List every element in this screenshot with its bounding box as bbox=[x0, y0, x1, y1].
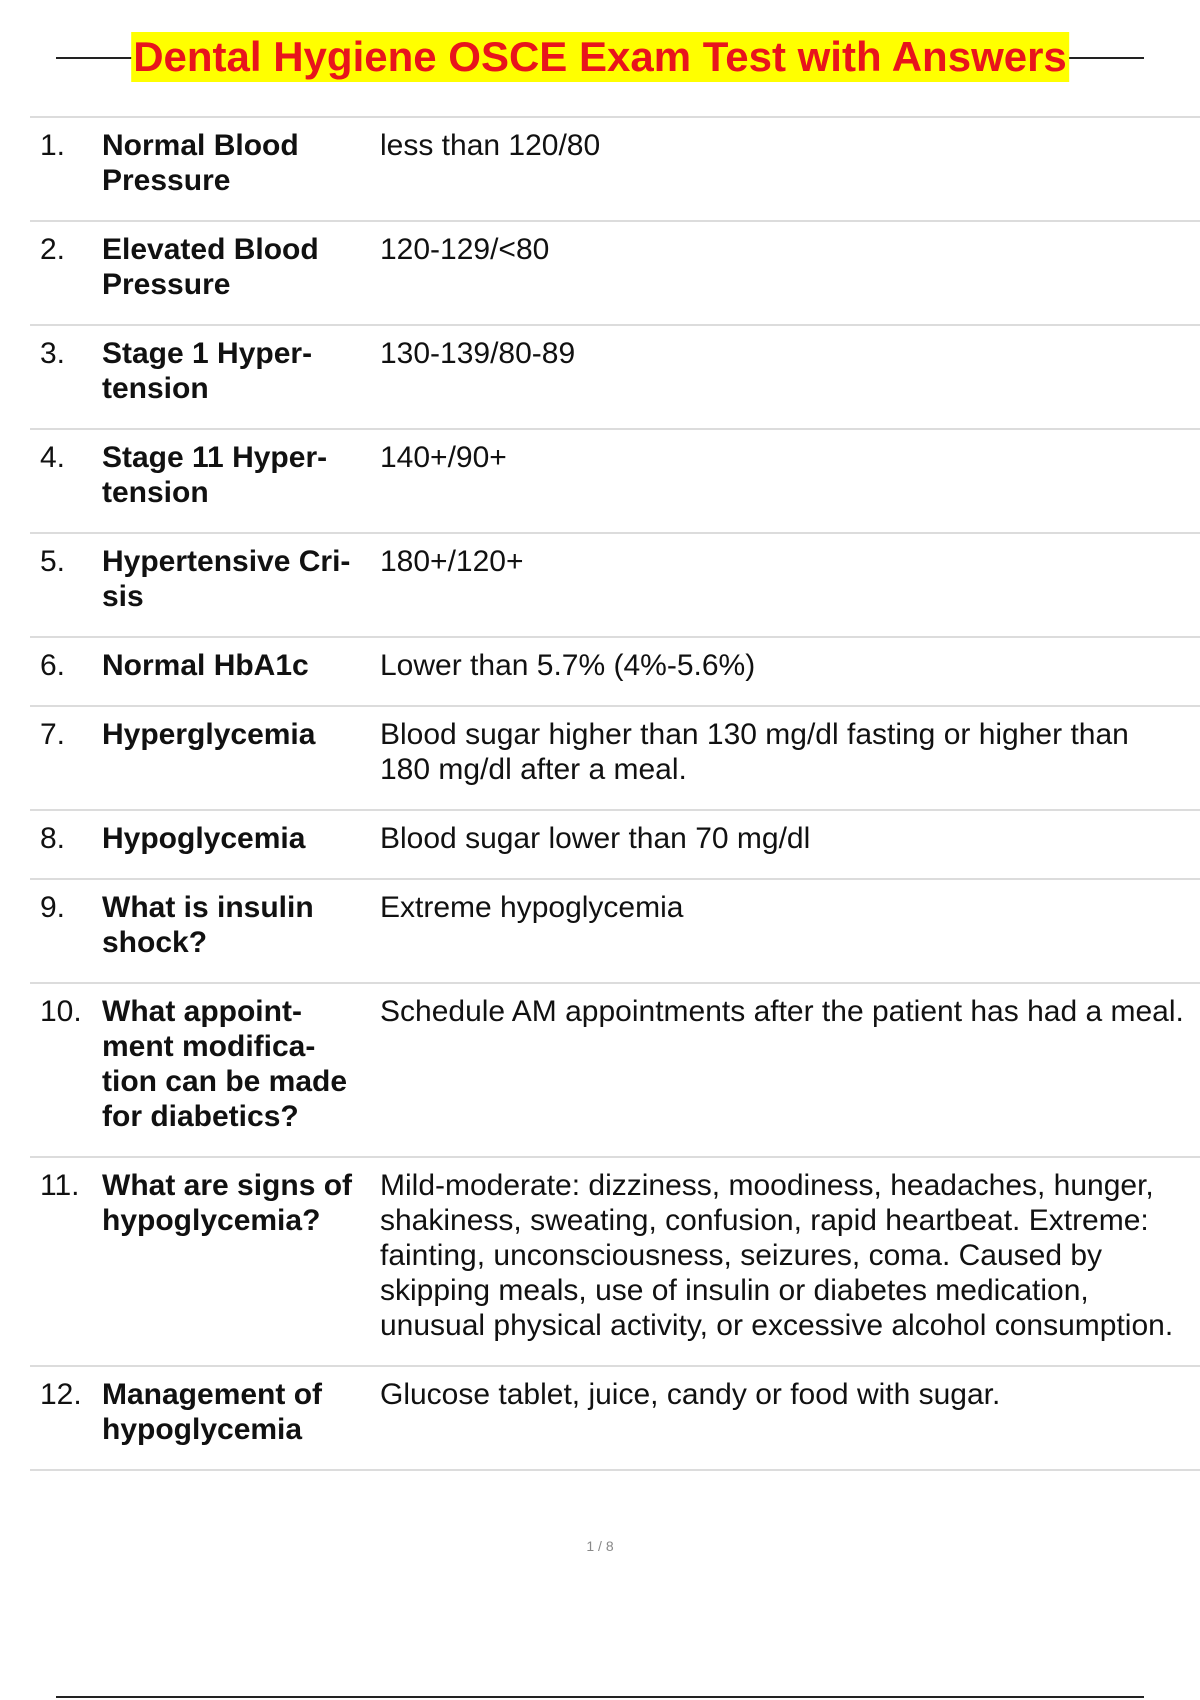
item-number: 10. bbox=[40, 995, 82, 1028]
item-term: Hypertensive Cri-sis bbox=[102, 545, 351, 613]
item-answer: Extreme hypoglycemia bbox=[380, 891, 684, 924]
item-number: 9. bbox=[40, 891, 66, 924]
table-row bbox=[30, 117, 1200, 221]
item-term: What appoint-ment modifica-tion can be made for diabetics? bbox=[102, 995, 348, 1133]
table-row bbox=[30, 706, 1200, 810]
item-answer: less than 120/80 bbox=[380, 129, 601, 162]
item-term: What is insulin shock? bbox=[102, 891, 314, 959]
table-row bbox=[30, 810, 1200, 879]
item-term: What are signs of hypoglycemia? bbox=[102, 1169, 353, 1237]
table-row bbox=[30, 221, 1200, 325]
table-row bbox=[30, 429, 1200, 533]
table-row bbox=[30, 1157, 1200, 1366]
item-number: 8. bbox=[40, 822, 66, 855]
table-row bbox=[30, 879, 1200, 983]
item-term: Management of hypoglycemia bbox=[102, 1378, 323, 1446]
item-answer: Lower than 5.7% (4%-5.6%) bbox=[380, 649, 756, 682]
item-number: 5. bbox=[40, 545, 66, 578]
item-answer: 140+/90+ bbox=[380, 441, 507, 474]
page-indicator: 1 / 8 bbox=[586, 1538, 614, 1554]
item-answer: Glucose tablet, juice, candy or food with sugar. bbox=[380, 1378, 1001, 1411]
item-number: 2. bbox=[40, 233, 66, 266]
item-number: 12. bbox=[40, 1378, 82, 1411]
item-number: 4. bbox=[40, 441, 66, 474]
item-answer: 180+/120+ bbox=[380, 545, 524, 578]
table-row bbox=[30, 533, 1200, 637]
item-number: 1. bbox=[40, 129, 66, 162]
document-title: Dental Hygiene OSCE Exam Test with Answers bbox=[133, 33, 1067, 80]
item-number: 7. bbox=[40, 718, 66, 751]
item-term: Stage 1 Hyper-tension bbox=[102, 337, 313, 405]
item-term: Normal Blood Pressure bbox=[102, 129, 299, 197]
qa-table bbox=[30, 116, 1200, 1471]
table-row bbox=[30, 637, 1200, 706]
item-term: Normal HbA1c bbox=[102, 649, 309, 682]
item-answer: Schedule AM appointments after the patient has had a meal. bbox=[380, 995, 1184, 1028]
title-block bbox=[56, 28, 1144, 88]
item-answer: Blood sugar higher than 130 mg/dl fasting or higher than 180 mg/dl after a meal. bbox=[380, 718, 1129, 786]
item-number: 6. bbox=[40, 649, 66, 682]
item-answer: 120-129/<80 bbox=[380, 233, 550, 266]
item-term: Hypoglycemia bbox=[102, 822, 306, 855]
item-number: 3. bbox=[40, 337, 66, 370]
item-term: Elevated Blood Pressure bbox=[102, 233, 319, 301]
item-term: Hyperglycemia bbox=[102, 718, 316, 751]
bottom-rule bbox=[56, 1696, 1144, 1698]
table-row bbox=[30, 325, 1200, 429]
table-row bbox=[30, 983, 1200, 1157]
item-term: Stage 11 Hyper-tension bbox=[102, 441, 328, 509]
item-answer: Mild-moderate: dizziness, moodiness, headaches, hunger, shakiness, sweating, confusion, rapid heartbeat. Extreme: fainting, unconsciousness, seizures, coma. Caused by skipping meals, use of insulin or diabetes medication, unusual physical activity, or excessive alcohol consumption. bbox=[380, 1169, 1174, 1342]
item-number: 11. bbox=[40, 1169, 80, 1202]
item-answer: Blood sugar lower than 70 mg/dl bbox=[380, 822, 811, 855]
table-row bbox=[30, 1366, 1200, 1470]
item-answer: 130-139/80-89 bbox=[380, 337, 576, 370]
